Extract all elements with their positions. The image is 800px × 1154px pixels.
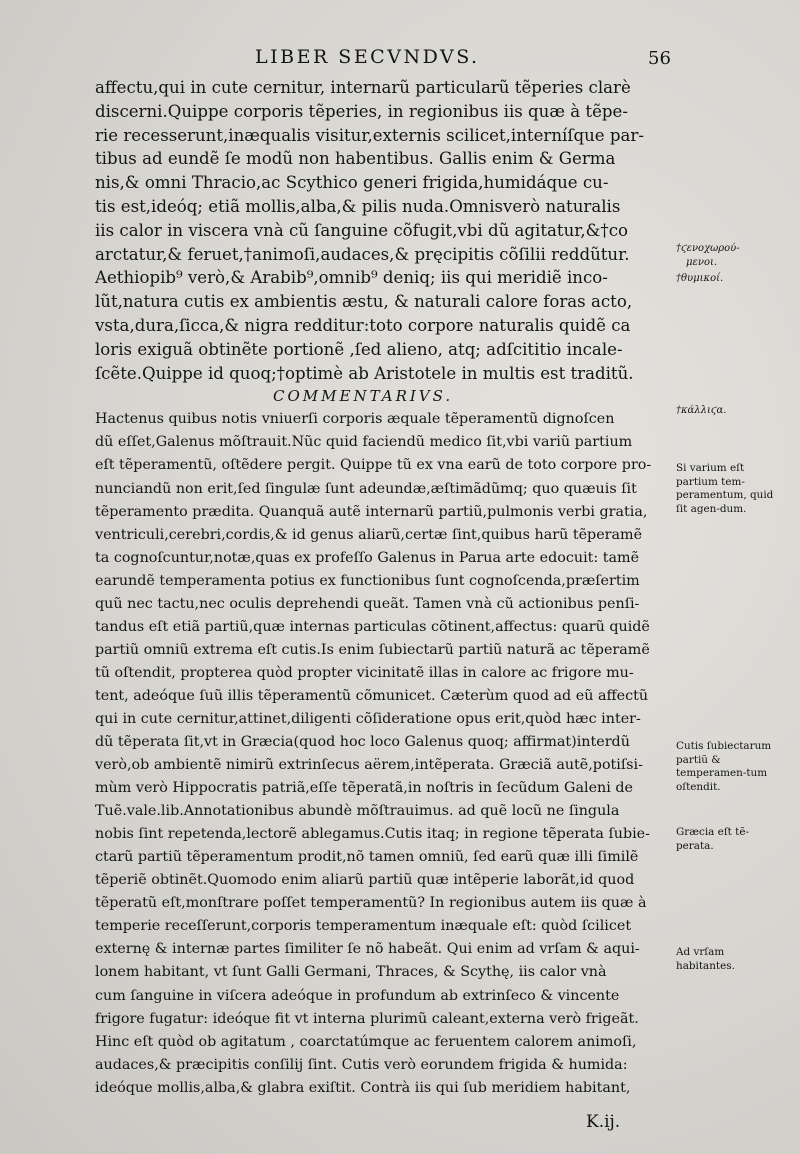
text-line: frigore fugatur: ideóque fit vt interna plurimũ caleant,externa verò frigeãt. [95, 1010, 639, 1027]
aphorism-paragraph [95, 76, 675, 385]
text-line: mùm verò Hippocratis patriã,eſſe tẽperatã,in noſtris in ſecũdum Galeni de [95, 780, 633, 797]
text-line: dũ eſſet,Galenus mõſtrauit.Nũc quid faciendũ medico ſit,vbi variũ partium [95, 434, 633, 451]
text-line: externę & internæ partes ſimiliter ſe nõ habeãt. Qui enim ad vrſam & aqui- [95, 941, 640, 958]
text-line: ctarũ partiũ tẽperamentum prodit,nõ tamen omniũ, ſed earũ quæ illi ſimilẽ [95, 849, 639, 866]
text-line: Tuẽ.vale.lib.Annotationibus abundè mõſtrauimus. ad quẽ locũ ne ſingula [95, 803, 620, 820]
text-line: tis est,ideóq; etiã mollis,alba,& pilis nuda.Omnisverò naturalis [95, 196, 621, 216]
text-line: nis,& omni Thracio,ac Scythico generi frigida,humidáque cu- [95, 173, 609, 193]
main-text-block [95, 76, 675, 1100]
text-line: lonem habitant, vt ſunt Galli Germani, Thraces, & Scythę, iis calor vnà [95, 964, 607, 981]
text-line: verò,ob ambientẽ nimirũ extrinſecus aërem,intẽperata. Græciã autẽ,potiſsi- [95, 757, 643, 774]
text-line: cum ſanguine in viſcera adeóque in profundum ab extrinſeco & vincente [95, 987, 620, 1004]
page-number: 56 [648, 48, 671, 69]
text-line: affectu,qui in cute cernitur, internarũ particularũ tẽperies clarè [95, 78, 631, 97]
text-line: ideóque mollis,alba,& glabra exiſtit. Contrà iis qui ſub meridiem habitant, [95, 1079, 631, 1096]
margin-note: Græcia eſt tẽ-perata. [676, 826, 749, 852]
text-line: discerni.Quippe corporis tẽperies, in regionibus iis quæ à tẽpe- [95, 101, 628, 121]
margin-note: Ad vrſam habitantes. [676, 946, 735, 972]
text-line: nobis ſint repetenda,lectorẽ ablegamus.Cutis itaq; in regione tẽperata ſubie- [95, 826, 650, 843]
text-line: Hinc eſt quòd ob agitatum , coarctatúmque ac feruentem calorem animoſi, [95, 1033, 637, 1050]
text-line: Aethiopib⁹ verò,& Arabib⁹,omnib⁹ deniq; iis qui meridiẽ inco- [95, 268, 608, 288]
text-line: quũ nec tactu,nec oculis deprehendi queãt. Tamen vnà cũ actionibus penſi- [95, 595, 640, 612]
text-line: temperie receſſerunt,corporis temperamentum inæquale eſt: quòd ſcilicet [95, 918, 632, 935]
text-line: nunciandũ non erit,ſed ſingulæ ſunt adeundæ,æſtimãdũmq; quo quæuis ſit [95, 480, 637, 497]
signature-mark: K.ij. [586, 1112, 621, 1132]
running-head: LIBER SECVNDVS. [255, 46, 480, 68]
text-line: loris exiguã obtinẽte portionẽ ,ſed alieno, atq; adſcititio incale- [95, 339, 623, 359]
text-line: ta cognoſcuntur,notæ,quas ex profeſſo Galenus in Parua arte edocuit: tamẽ [95, 549, 640, 566]
text-line: dũ tẽperata ſit,vt in Græcia(quod hoc loco Galenus quoq; affirmat)interdũ [95, 734, 630, 751]
text-line: partiũ omniũ extrema eſt cutis.Is enim ſubiectarũ partiũ naturã ac tẽperamẽ [95, 641, 650, 658]
page-header [0, 44, 800, 74]
text-line: rie recesserunt,inæqualis visitur,externis scilicet,interníſque par- [95, 125, 644, 145]
margin-note: †ϛενοχωρού- [676, 243, 740, 254]
text-line: eſt tẽperamentũ, oſtẽdere pergit. Quippe tũ ex vna earũ de toto corpore pro- [95, 457, 652, 474]
commentary-heading: COMMENTARIVS. [273, 387, 454, 406]
text-line: tandus eſt etiã partiũ,quæ internas particulas cõtinent,affectus: quarũ quidẽ [95, 618, 650, 635]
margin-note: †θυμικοί. [676, 273, 724, 284]
text-line: Hactenus quibus notis vniuerſi corporis æquale tẽperamentũ dignoſcen [95, 411, 615, 428]
text-line: iis calor in viscera vnà cũ ſanguine cõfugit,vbi dũ agitatur,&†co [95, 220, 629, 240]
text-line: tent, adeóque ſuũ illis tẽperamentũ cõmunicet. Cæterùm quod ad eũ affectũ [95, 687, 649, 704]
text-line: tibus ad eundẽ ſe modũ non habentibus. Gallis enim & Germa [95, 149, 616, 169]
text-line: tũ oſtendit, propterea quòd propter vicinitatẽ illas in calore ac frigore mu- [95, 664, 634, 681]
text-line: ſcẽte.Quippe id quoq;†optimè ab Aristotele in multis est traditũ. [95, 363, 634, 383]
margin-note: μενοι. [686, 257, 718, 268]
text-line: vsta,dura,ſicca,& nigra redditur:toto corpore naturalis quidẽ ca [95, 315, 631, 335]
margin-note: †κάλλιϛα. [676, 405, 727, 416]
text-line: audaces,& præcipitis conſilij ſint. Cutis verò eorundem frigida & humida: [95, 1056, 628, 1073]
text-line: qui in cute cernitur,attinet,diligenti cõſideratione opus erit,quòd hæc inter- [95, 710, 641, 727]
text-line: tẽperiẽ obtinẽt.Quomodo enim aliarũ partiũ quæ intẽperie laborãt,id quod [95, 872, 635, 889]
margin-note: Cutis ſubiectarum partiũ & temperamen-tum oſtendit. [676, 740, 772, 793]
text-line: arctatur,& feruet,†animoſi,audaces,& pręcipitis cõſilii reddũtur. [95, 244, 630, 264]
text-line: ventriculi,cerebri,cordis,& id genus aliarũ,certæ ſint,quibus harũ tẽperamẽ [95, 526, 643, 543]
text-line: tẽperatũ eſt,monſtrare poſſet temperamentũ? In regionibus autem iis quæ à [95, 895, 647, 912]
text-line: lũt,natura cutis ex ambientis æstu, & naturali calore foras acto, [95, 292, 633, 312]
commentary-paragraph [95, 408, 675, 1099]
margin-note: Si varium eſt partium tem-peramentum, quid ſit agen-dum. [676, 462, 774, 515]
text-line: tẽperamento prædita. Quanquã autẽ internarũ partiũ,pulmonis verbi gratia, [95, 503, 648, 520]
text-line: earundẽ temperamenta potius ex functionibus ſunt cognoſcenda,præſertim [95, 572, 640, 589]
